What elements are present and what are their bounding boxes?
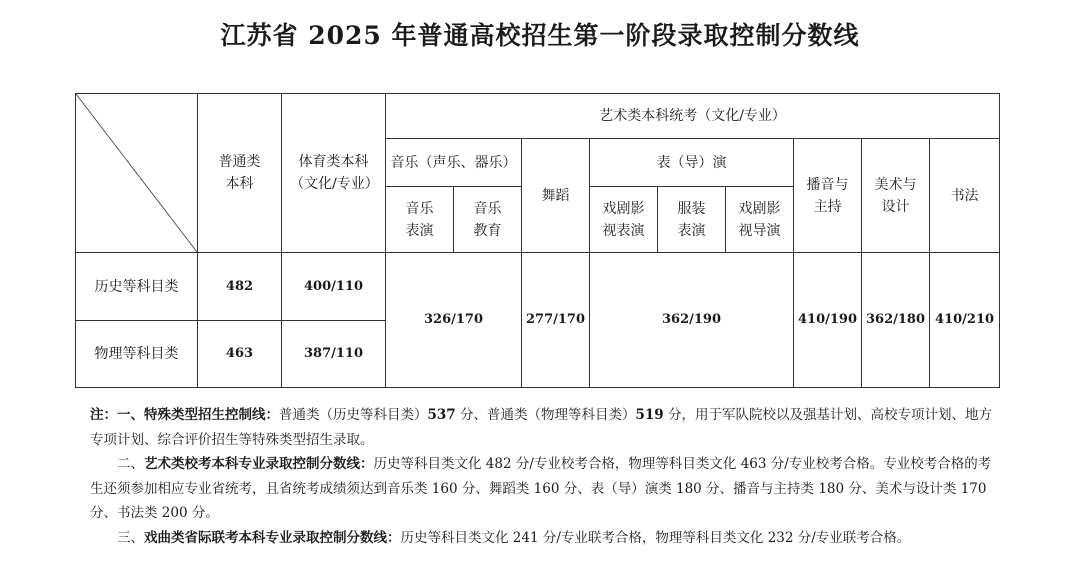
- calligraphy-score: 410/210: [930, 253, 1000, 388]
- fineart-score: 362/180: [862, 253, 930, 388]
- header-dance: 舞蹈: [522, 139, 590, 253]
- notes: [90, 403, 995, 550]
- header-putong: 普通类本科: [198, 94, 282, 253]
- header-drama-perf: 戏剧影视表演: [590, 187, 658, 253]
- history-putong-score: 482: [198, 253, 282, 321]
- note-1: 注：一、特殊类型招生控制线：普通类（历史等科目类）537 分、普通类（物理等科目类）519 分，用于军队院校以及强基计划、高校专项计划、地方专项计划、综合评价招生等特殊类型招生录取。: [90, 407, 992, 448]
- header-director: 戏剧影视导演: [726, 187, 794, 253]
- diagonal-line: [76, 94, 197, 252]
- broadcast-score: 410/190: [794, 253, 862, 388]
- note-2: 二、艺术类校考本科专业录取控制分数线：历史等科目类文化 482 分/专业校考合格，物理等科目类文化 463 分/专业校考合格。专业校考合格的考生还须参加相应专业省统考，且省统考成绩须达到音乐类 160 分、舞蹈类 160 分、表（导）演类 180 分、播音与主持类 180 分、美术与设计类 170 分、书法类 200 分。: [90, 456, 992, 521]
- header-art-group: 艺术类本科统考（文化/专业）: [386, 94, 1000, 139]
- drama-score: 362/190: [590, 253, 794, 388]
- score-table: [75, 93, 1000, 388]
- header-fineart: 美术与设计: [862, 139, 930, 253]
- header-costume: 服装表演: [658, 187, 726, 253]
- header-calligraphy: 书法: [930, 139, 1000, 253]
- row-label-physics: 物理等科目类: [76, 321, 198, 388]
- header-diagonal-cell: [76, 94, 198, 253]
- note-3: 三、戏曲类省际联考本科专业录取控制分数线：历史等科目类文化 241 分/专业联考合格，物理等科目类文化 232 分/专业联考合格。: [117, 529, 911, 546]
- history-tiyu-score: 400/110: [282, 253, 386, 321]
- header-drama: 表（导）演: [590, 139, 794, 187]
- music-score: 326/170: [386, 253, 522, 388]
- row-label-history: 历史等科目类: [76, 253, 198, 321]
- header-music-perf: 音乐表演: [386, 187, 454, 253]
- header-music: 音乐（声乐、器乐）: [386, 139, 522, 187]
- header-tiyu: 体育类本科（文化/专业）: [282, 94, 386, 253]
- physics-putong-score: 463: [198, 321, 282, 388]
- page-title: 江苏省 2025 年普通高校招生第一阶段录取控制分数线: [220, 21, 860, 50]
- header-broadcast: 播音与主持: [794, 139, 862, 253]
- physics-tiyu-score: 387/110: [282, 321, 386, 388]
- dance-score: 277/170: [522, 253, 590, 388]
- header-music-edu: 音乐教育: [454, 187, 522, 253]
